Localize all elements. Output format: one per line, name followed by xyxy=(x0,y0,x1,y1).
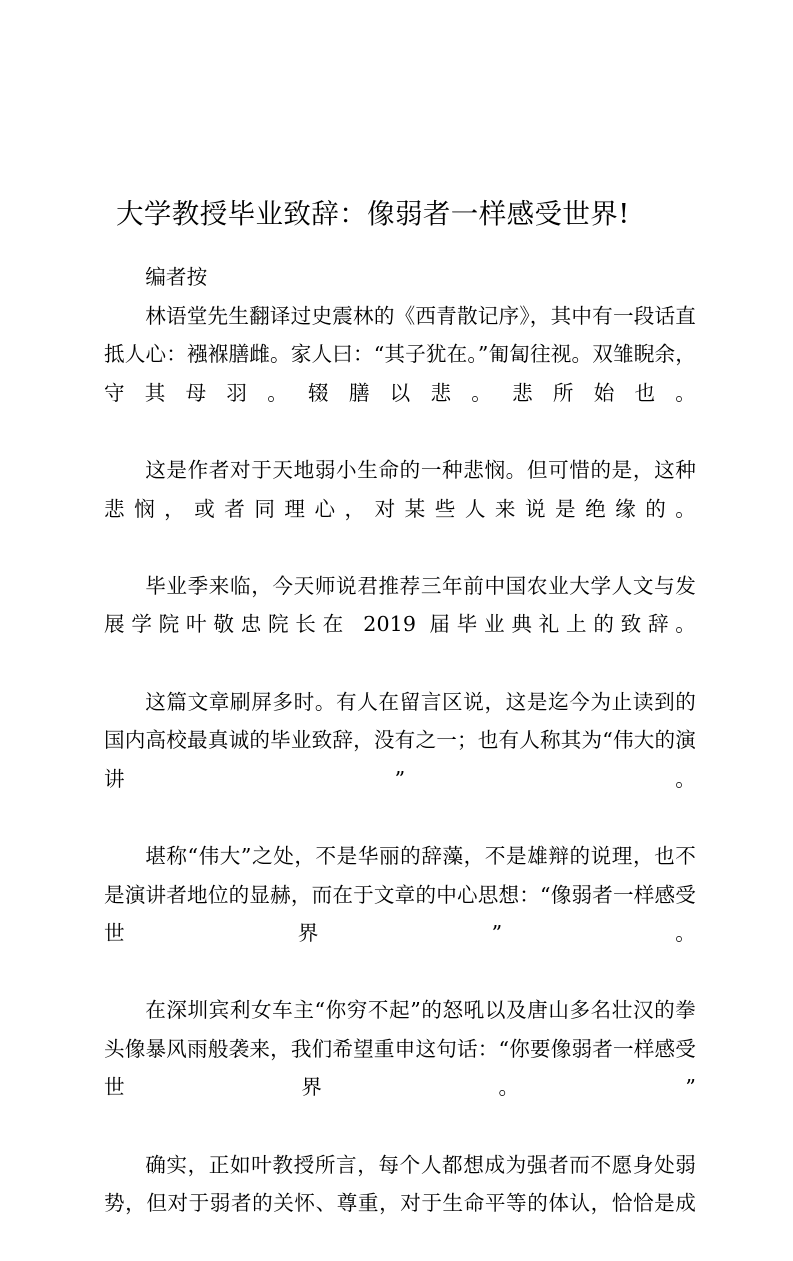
paragraph: 这篇文章刷屏多时。有人在留言区说，这是迄今为止读到的国内高校最真诚的毕业致辞，没有之一；也有人称其为“伟大的演讲”。 xyxy=(104,689,696,791)
document-body xyxy=(104,258,696,1261)
paragraph: 堪称“伟大”之处，不是华丽的辞藻，不是雄辩的说理，也不是演讲者地位的显赫，而在于文章的中心思想：“像弱者一样感受世界”。 xyxy=(104,843,696,946)
paragraph: 毕业季来临，今天师说君推荐三年前中国农业大学人文与发展学院叶敬忠院长在 2019 届毕业典礼上的致辞。 xyxy=(104,573,696,637)
paragraph: 这是作者对于天地弱小生命的一种悲悯。但可惜的是，这种悲悯，或者同理心，对某些人来说是绝缘的。 xyxy=(104,457,696,521)
paragraph: 林语堂先生翻译过史震林的《西青散记序》，其中有一段话直抵人心：襁褓膳雌。家人曰：“其子犹在。”匍匐往视。双雏睨余，守其母羽。辍膳以悲。悲所始也。 xyxy=(104,303,696,405)
paragraph: 编者按 xyxy=(145,265,208,289)
paragraph: 确实，正如叶教授所言，每个人都想成为强者而不愿身处弱势，但对于弱者的关怀、尊重，对于生命平等的体认，恰恰是成 xyxy=(104,1152,696,1216)
paragraph: 在深圳宾利女车主“你穷不起”的怒吼以及唐山多名壮汉的拳头像暴风雨般袭来，我们希望重申这句话：“你要像弱者一样感受世界。” xyxy=(104,998,696,1100)
page-title: 大学教授毕业致辞：像弱者一样感受世界! xyxy=(116,198,630,231)
